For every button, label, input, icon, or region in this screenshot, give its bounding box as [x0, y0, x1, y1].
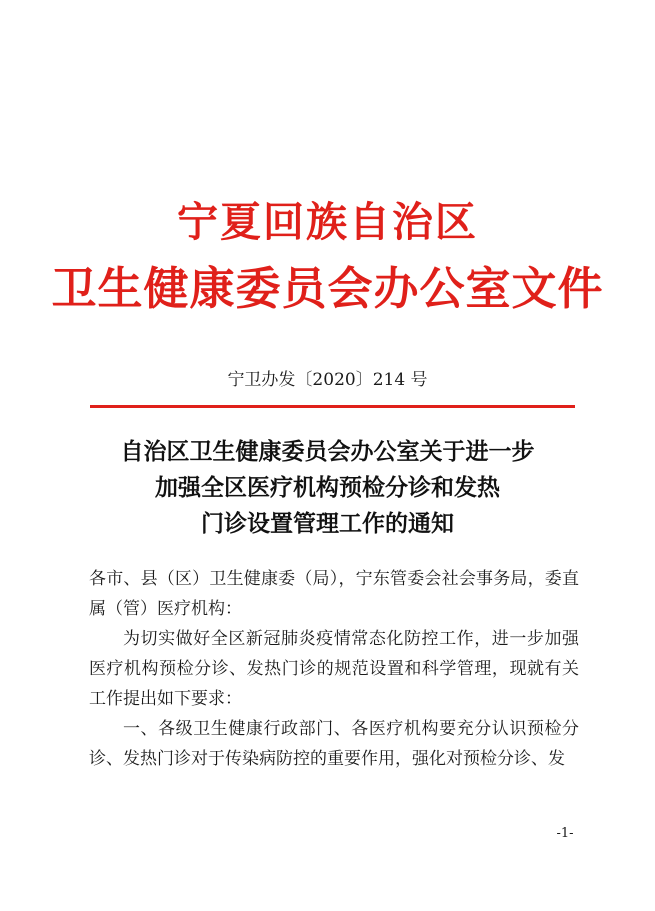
document-number: 宁卫办发〔2020〕214 号: [227, 370, 428, 390]
red-separator-line: [90, 405, 575, 408]
title-line3: 门诊设置管理工作的通知: [201, 510, 454, 537]
issuer-header-line2: 卫生健康委员会办公室文件: [51, 262, 604, 315]
body-paragraph-1: 为切实做好全区新冠肺炎疫情常态化防控工作，进一步加强医疗机构预检分诊、发热门诊的规范设置和科学管理，现就有关工作提出如下要求：: [89, 629, 579, 709]
body-paragraph-2: 一、各级卫生健康行政部门、各医疗机构要充分认识预检分诊、发热门诊对于传染病防控的重要作用，强化对预检分诊、发: [89, 719, 579, 769]
issuer-header-line1: 宁夏回族自治区: [177, 198, 478, 246]
document-body: [89, 564, 579, 774]
document-title: [0, 434, 655, 542]
title-line1: 自治区卫生健康委员会办公室关于进一步: [120, 438, 535, 465]
title-line2: 加强全区医疗机构预检分诊和发热: [155, 474, 500, 501]
page-number: -1-: [556, 826, 574, 841]
salutation: 各市、县（区）卫生健康委（局），宁东管委会社会事务局，委直属（管）医疗机构：: [89, 569, 579, 619]
